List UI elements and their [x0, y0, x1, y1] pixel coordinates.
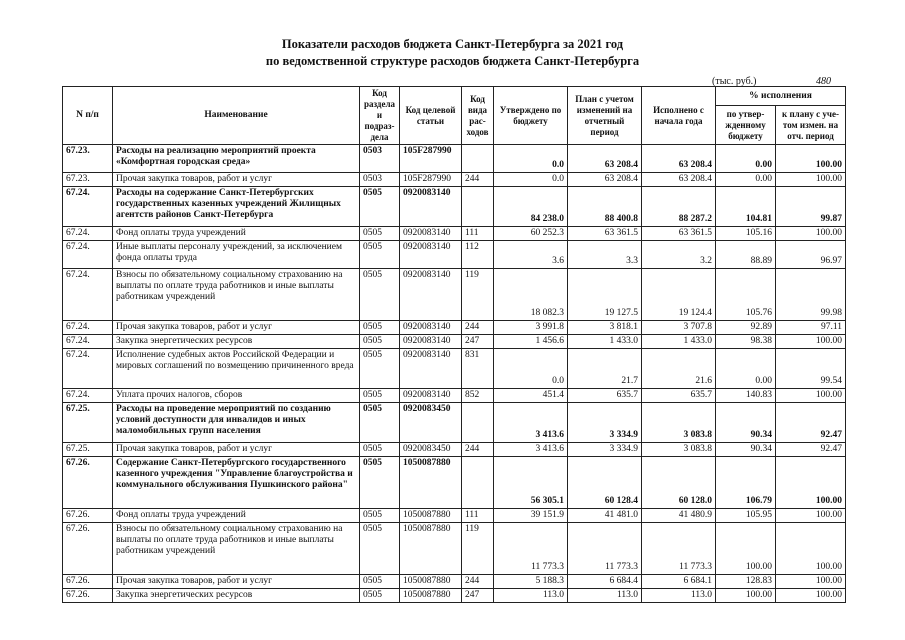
- cell-executed: 63 361.5: [642, 227, 716, 241]
- cell-pct-plan: 100.00: [776, 509, 846, 523]
- cell-name: Иные выплаты персоналу учреждений, за исключением фонда оплаты труда: [113, 241, 360, 269]
- cell-name: Фонд оплаты труда учреждений: [113, 227, 360, 241]
- cell-num: 67.25.: [63, 443, 113, 457]
- header-plan: План с учетом изменений на отчетный период: [568, 87, 642, 145]
- cell-pct-approved: 100.00: [716, 523, 776, 575]
- cell-type: [462, 457, 494, 509]
- cell-approved: 18 082.3: [494, 269, 568, 321]
- cell-target: 105F287990: [400, 173, 462, 187]
- cell-approved: 60 252.3: [494, 227, 568, 241]
- cell-pct-plan: 100.00: [776, 389, 846, 403]
- table-row: [63, 187, 846, 227]
- cell-type: 244: [462, 321, 494, 335]
- cell-name: Закупка энергетических ресурсов: [113, 589, 360, 603]
- cell-name: Прочая закупка товаров, работ и услуг: [113, 321, 360, 335]
- cell-target: 0920083140: [400, 389, 462, 403]
- cell-num: 67.24.: [63, 321, 113, 335]
- cell-pct-plan: 99.87: [776, 187, 846, 227]
- header-name: Наименование: [113, 87, 360, 145]
- table-row: [63, 509, 846, 523]
- cell-num: 67.26.: [63, 523, 113, 575]
- cell-type: 119: [462, 523, 494, 575]
- cell-type: 244: [462, 443, 494, 457]
- table-row: [63, 335, 846, 349]
- cell-pct-approved: 0.00: [716, 145, 776, 173]
- cell-pct-approved: 98.38: [716, 335, 776, 349]
- cell-name: Расходы на содержание Санкт-Петербургских государственных казенных учреждений Жилищных агентств районов Санкт-Петербурга: [113, 187, 360, 227]
- cell-num: 67.24.: [63, 335, 113, 349]
- cell-type: 244: [462, 173, 494, 187]
- cell-section: 0505: [360, 403, 400, 443]
- cell-approved: 3.6: [494, 241, 568, 269]
- cell-section: 0505: [360, 523, 400, 575]
- cell-name: Фонд оплаты труда учреждений: [113, 509, 360, 523]
- cell-target: 1050087880: [400, 575, 462, 589]
- cell-section: 0503: [360, 173, 400, 187]
- table-row: [63, 589, 846, 603]
- cell-name: Уплата прочих налогов, сборов: [113, 389, 360, 403]
- header-executed: Исполнено с начала года: [642, 87, 716, 145]
- table-row: [63, 173, 846, 187]
- table-row: [63, 241, 846, 269]
- cell-num: 67.24.: [63, 349, 113, 389]
- cell-target: 0920083450: [400, 443, 462, 457]
- cell-target: 0920083140: [400, 335, 462, 349]
- expenditure-table: [62, 86, 846, 603]
- cell-pct-plan: 100.00: [776, 173, 846, 187]
- cell-executed: 3.2: [642, 241, 716, 269]
- cell-approved: 1 456.6: [494, 335, 568, 349]
- cell-section: 0505: [360, 349, 400, 389]
- cell-num: 67.26.: [63, 575, 113, 589]
- cell-section: 0503: [360, 145, 400, 173]
- cell-num: 67.23.: [63, 145, 113, 173]
- cell-target: 105F287990: [400, 145, 462, 173]
- cell-executed: 6 684.1: [642, 575, 716, 589]
- cell-approved: 0.0: [494, 349, 568, 389]
- header-type: Код вида рас-ходов: [462, 87, 494, 145]
- cell-target: 1050087880: [400, 523, 462, 575]
- cell-target: 1050087880: [400, 457, 462, 509]
- cell-approved: 11 773.3: [494, 523, 568, 575]
- page-number: 480: [816, 76, 831, 87]
- cell-num: 67.24.: [63, 389, 113, 403]
- cell-type: [462, 145, 494, 173]
- cell-target: 0920083140: [400, 241, 462, 269]
- cell-num: 67.26.: [63, 457, 113, 509]
- report-title-line-1: Показатели расходов бюджета Санкт-Петербурга за 2021 год: [281, 37, 624, 51]
- cell-executed: 113.0: [642, 589, 716, 603]
- cell-pct-approved: 106.79: [716, 457, 776, 509]
- cell-num: 67.24.: [63, 187, 113, 227]
- cell-approved: 113.0: [494, 589, 568, 603]
- cell-plan: 3.3: [568, 241, 642, 269]
- cell-num: 67.23.: [63, 173, 113, 187]
- table-row: [63, 575, 846, 589]
- cell-section: 0505: [360, 269, 400, 321]
- cell-num: 67.26.: [63, 509, 113, 523]
- cell-name: Прочая закупка товаров, работ и услуг: [113, 173, 360, 187]
- cell-plan: 6 684.4: [568, 575, 642, 589]
- cell-num: 67.24.: [63, 241, 113, 269]
- cell-pct-approved: 105.95: [716, 509, 776, 523]
- cell-pct-approved: 0.00: [716, 349, 776, 389]
- cell-target: 1050087880: [400, 589, 462, 603]
- report-title: [0, 36, 905, 70]
- cell-section: 0505: [360, 457, 400, 509]
- table-row: [63, 269, 846, 321]
- cell-approved: 84 238.0: [494, 187, 568, 227]
- cell-pct-plan: 92.47: [776, 403, 846, 443]
- cell-executed: 1 433.0: [642, 335, 716, 349]
- header-pct-plan: к плану с уче-том измен. на отч. период: [776, 106, 846, 145]
- table-row: [63, 457, 846, 509]
- cell-type: [462, 187, 494, 227]
- cell-section: 0505: [360, 443, 400, 457]
- cell-section: 0505: [360, 241, 400, 269]
- cell-executed: 41 480.9: [642, 509, 716, 523]
- table-row: [63, 321, 846, 335]
- cell-pct-approved: 92.89: [716, 321, 776, 335]
- cell-executed: 19 124.4: [642, 269, 716, 321]
- cell-plan: 11 773.3: [568, 523, 642, 575]
- cell-pct-plan: 100.00: [776, 227, 846, 241]
- cell-name: Расходы на реализацию мероприятий проекта «Комфортная городская среда»: [113, 145, 360, 173]
- cell-pct-approved: 88.89: [716, 241, 776, 269]
- table-row: [63, 349, 846, 389]
- header-pct-approved: по утвер-жденному бюджету: [716, 106, 776, 145]
- cell-plan: 41 481.0: [568, 509, 642, 523]
- table-row: [63, 443, 846, 457]
- cell-pct-approved: 140.83: [716, 389, 776, 403]
- cell-name: Взносы по обязательному социальному страхованию на выплаты по оплате труда работников и иные выплаты работникам учреждений: [113, 523, 360, 575]
- cell-section: 0505: [360, 389, 400, 403]
- cell-num: 67.24.: [63, 227, 113, 241]
- cell-pct-plan: 100.00: [776, 145, 846, 173]
- cell-executed: 11 773.3: [642, 523, 716, 575]
- cell-pct-plan: 100.00: [776, 523, 846, 575]
- cell-num: 67.25.: [63, 403, 113, 443]
- cell-approved: 39 151.9: [494, 509, 568, 523]
- cell-type: 247: [462, 335, 494, 349]
- cell-type: 244: [462, 575, 494, 589]
- cell-type: 831: [462, 349, 494, 389]
- cell-plan: 635.7: [568, 389, 642, 403]
- cell-section: 0505: [360, 589, 400, 603]
- cell-target: 0920083140: [400, 321, 462, 335]
- cell-executed: 88 287.2: [642, 187, 716, 227]
- cell-approved: 3 413.6: [494, 443, 568, 457]
- cell-pct-approved: 128.83: [716, 575, 776, 589]
- cell-executed: 635.7: [642, 389, 716, 403]
- cell-pct-approved: 100.00: [716, 589, 776, 603]
- cell-type: 111: [462, 509, 494, 523]
- cell-type: 852: [462, 389, 494, 403]
- header-percent-group: % исполнения: [716, 87, 846, 106]
- cell-approved: 3 991.8: [494, 321, 568, 335]
- table-row: [63, 523, 846, 575]
- cell-approved: 0.0: [494, 145, 568, 173]
- table-row: [63, 227, 846, 241]
- cell-target: 0920083140: [400, 349, 462, 389]
- cell-executed: 3 083.8: [642, 403, 716, 443]
- cell-section: 0505: [360, 227, 400, 241]
- cell-type: 119: [462, 269, 494, 321]
- cell-plan: 21.7: [568, 349, 642, 389]
- cell-plan: 63 208.4: [568, 173, 642, 187]
- cell-name: Прочая закупка товаров, работ и услуг: [113, 575, 360, 589]
- cell-plan: 3 334.9: [568, 443, 642, 457]
- cell-plan: 3 818.1: [568, 321, 642, 335]
- cell-plan: 1 433.0: [568, 335, 642, 349]
- cell-section: 0505: [360, 335, 400, 349]
- cell-name: Взносы по обязательному социальному страхованию на выплаты по оплате труда работников и иные выплаты работникам учреждений: [113, 269, 360, 321]
- cell-pct-approved: 90.34: [716, 443, 776, 457]
- cell-pct-plan: 92.47: [776, 443, 846, 457]
- table-row: [63, 145, 846, 173]
- cell-approved: 0.0: [494, 173, 568, 187]
- cell-pct-plan: 96.97: [776, 241, 846, 269]
- cell-executed: 63 208.4: [642, 173, 716, 187]
- cell-pct-plan: 99.98: [776, 269, 846, 321]
- cell-plan: 3 334.9: [568, 403, 642, 443]
- cell-executed: 3 707.8: [642, 321, 716, 335]
- table-row: [63, 389, 846, 403]
- cell-target: 0920083450: [400, 403, 462, 443]
- cell-pct-plan: 100.00: [776, 457, 846, 509]
- cell-name: Закупка энергетических ресурсов: [113, 335, 360, 349]
- report-title-line-2: по ведомственной структуре расходов бюджета Санкт-Петербурга: [265, 54, 640, 68]
- cell-approved: 56 305.1: [494, 457, 568, 509]
- units-label: (тыс. руб.): [712, 76, 757, 87]
- cell-name: Прочая закупка товаров, работ и услуг: [113, 443, 360, 457]
- cell-plan: 63 361.5: [568, 227, 642, 241]
- cell-section: 0505: [360, 321, 400, 335]
- table-body: [63, 145, 846, 603]
- cell-name: Исполнение судебных актов Российской Федерации и мировых соглашений по возмещению причиненного вреда: [113, 349, 360, 389]
- cell-approved: 3 413.6: [494, 403, 568, 443]
- cell-name: Расходы на проведение мероприятий по созданию условий доступности для инвалидов и иных маломобильных групп населения: [113, 403, 360, 443]
- cell-pct-plan: 100.00: [776, 335, 846, 349]
- cell-type: 247: [462, 589, 494, 603]
- cell-target: 1050087880: [400, 509, 462, 523]
- header-target: Код целевой статьи: [400, 87, 462, 145]
- cell-executed: 60 128.0: [642, 457, 716, 509]
- cell-target: 0920083140: [400, 187, 462, 227]
- cell-type: 111: [462, 227, 494, 241]
- cell-pct-approved: 105.16: [716, 227, 776, 241]
- cell-pct-approved: 104.81: [716, 187, 776, 227]
- table-row: [63, 403, 846, 443]
- cell-num: 67.24.: [63, 269, 113, 321]
- cell-executed: 3 083.8: [642, 443, 716, 457]
- cell-num: 67.26.: [63, 589, 113, 603]
- cell-section: 0505: [360, 509, 400, 523]
- header-section: Код раздела и подраз-дела: [360, 87, 400, 145]
- cell-plan: 113.0: [568, 589, 642, 603]
- cell-plan: 88 400.8: [568, 187, 642, 227]
- cell-plan: 63 208.4: [568, 145, 642, 173]
- cell-name: Содержание Санкт-Петербургского государственного казенного учреждения "Управление благоустройства и коммунального обслуживания Пушкинского района": [113, 457, 360, 509]
- cell-approved: 5 188.3: [494, 575, 568, 589]
- cell-target: 0920083140: [400, 227, 462, 241]
- cell-section: 0505: [360, 187, 400, 227]
- cell-pct-plan: 100.00: [776, 575, 846, 589]
- cell-pct-plan: 99.54: [776, 349, 846, 389]
- cell-executed: 63 208.4: [642, 145, 716, 173]
- cell-target: 0920083140: [400, 269, 462, 321]
- cell-pct-plan: 97.11: [776, 321, 846, 335]
- cell-pct-approved: 90.34: [716, 403, 776, 443]
- cell-executed: 21.6: [642, 349, 716, 389]
- cell-section: 0505: [360, 575, 400, 589]
- cell-pct-approved: 0.00: [716, 173, 776, 187]
- header-approved: Утверждено по бюджету: [494, 87, 568, 145]
- cell-pct-plan: 100.00: [776, 589, 846, 603]
- cell-approved: 451.4: [494, 389, 568, 403]
- header-num: N п/п: [63, 87, 113, 145]
- cell-type: 112: [462, 241, 494, 269]
- cell-type: [462, 403, 494, 443]
- cell-plan: 19 127.5: [568, 269, 642, 321]
- cell-plan: 60 128.4: [568, 457, 642, 509]
- cell-pct-approved: 105.76: [716, 269, 776, 321]
